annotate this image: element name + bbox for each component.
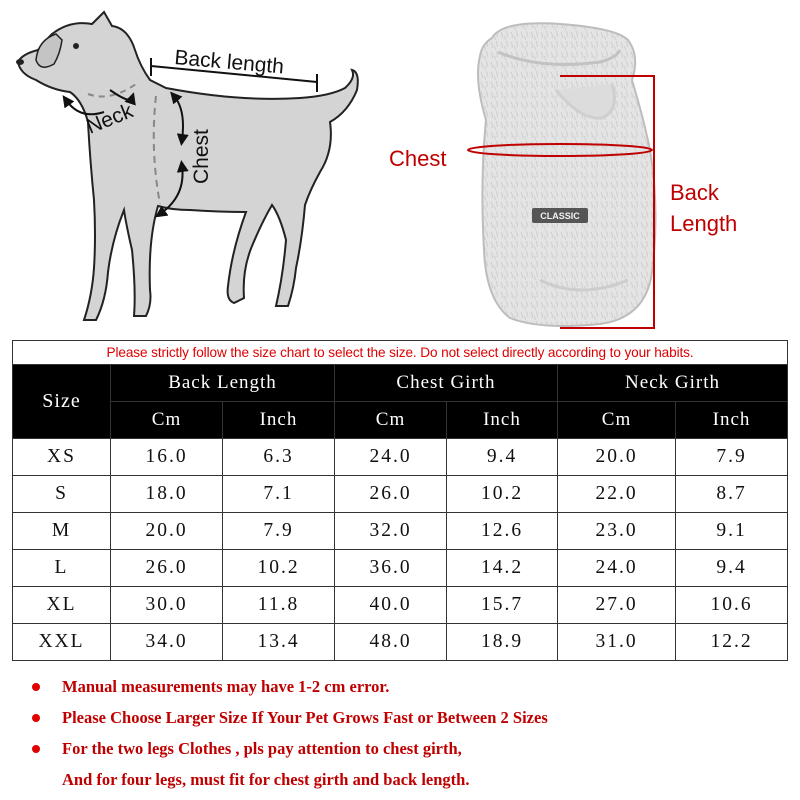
value-cell: 34.0: [111, 624, 223, 661]
size-column-header: Size: [13, 365, 111, 439]
value-cell: 24.0: [335, 439, 447, 476]
value-cell: 9.4: [447, 439, 558, 476]
value-cell: 18.0: [111, 476, 223, 513]
value-cell: 12.2: [676, 624, 788, 661]
table-row: [13, 439, 788, 476]
value-cell: 48.0: [335, 624, 447, 661]
table-row: [13, 550, 788, 587]
value-cell: 9.1: [676, 513, 788, 550]
bullet-icon: [32, 683, 40, 691]
bullet-icon: [32, 745, 40, 753]
vest-chest-label: Chest: [389, 146, 447, 171]
note-item: [32, 738, 792, 769]
size-cell: M: [13, 513, 111, 550]
classic-tag-text: CLASSIC: [540, 211, 580, 221]
value-cell: 22.0: [558, 476, 676, 513]
vest-back-length-label-line2: Length: [670, 211, 738, 236]
value-cell: 7.1: [223, 476, 335, 513]
note-continuation: [32, 769, 792, 799]
value-cell: 13.4: [223, 624, 335, 661]
value-cell: 11.8: [223, 587, 335, 624]
table-row: [13, 476, 788, 513]
value-cell: 36.0: [335, 550, 447, 587]
value-cell: 9.4: [676, 550, 788, 587]
back-length-header: Back Length: [111, 365, 335, 402]
size-chart-table: [12, 340, 788, 661]
value-cell: 10.6: [676, 587, 788, 624]
fleece-vest-image: [478, 23, 656, 326]
value-cell: 20.0: [111, 513, 223, 550]
chest-label: Chest: [190, 129, 213, 184]
value-cell: 10.2: [223, 550, 335, 587]
unit-header: Inch: [676, 402, 788, 439]
note-text: And for four legs, must fit for chest girth and back length.: [62, 770, 470, 789]
value-cell: 15.7: [447, 587, 558, 624]
value-cell: 23.0: [558, 513, 676, 550]
table-row: [13, 587, 788, 624]
value-cell: 20.0: [558, 439, 676, 476]
value-cell: 8.7: [676, 476, 788, 513]
note-text: Please Choose Larger Size If Your Pet Grows Fast or Between 2 Sizes: [62, 708, 548, 727]
value-cell: 7.9: [676, 439, 788, 476]
bullet-icon: [32, 714, 40, 722]
value-cell: 7.9: [223, 513, 335, 550]
value-cell: 24.0: [558, 550, 676, 587]
unit-header: Cm: [335, 402, 447, 439]
value-cell: 14.2: [447, 550, 558, 587]
illustrations: [0, 0, 800, 340]
value-cell: 31.0: [558, 624, 676, 661]
notes-list: [32, 676, 792, 799]
size-notice: Please strictly follow the size chart to select the size. Do not select directly according to your habits.: [13, 341, 788, 365]
value-cell: 26.0: [335, 476, 447, 513]
unit-header: Inch: [447, 402, 558, 439]
back-length-label: Back length: [173, 46, 285, 79]
neck-label: Neck: [83, 99, 137, 139]
note-item: [32, 676, 792, 707]
value-cell: 12.6: [447, 513, 558, 550]
unit-header: Cm: [111, 402, 223, 439]
note-item: [32, 707, 792, 738]
size-cell: XXL: [13, 624, 111, 661]
value-cell: 32.0: [335, 513, 447, 550]
value-cell: 40.0: [335, 587, 447, 624]
neck-girth-header: Neck Girth: [558, 365, 788, 402]
value-cell: 16.0: [111, 439, 223, 476]
chest-girth-header: Chest Girth: [335, 365, 558, 402]
value-cell: 26.0: [111, 550, 223, 587]
size-cell: L: [13, 550, 111, 587]
note-text: For the two legs Clothes , pls pay attention to chest girth,: [62, 739, 462, 758]
table-row: [13, 624, 788, 661]
unit-header: Cm: [558, 402, 676, 439]
value-cell: 10.2: [447, 476, 558, 513]
size-cell: XS: [13, 439, 111, 476]
table-row: [13, 513, 788, 550]
size-cell: S: [13, 476, 111, 513]
value-cell: 6.3: [223, 439, 335, 476]
vest-back-length-label-line1: Back: [670, 180, 719, 205]
unit-header: Inch: [223, 402, 335, 439]
size-cell: XL: [13, 587, 111, 624]
value-cell: 18.9: [447, 624, 558, 661]
value-cell: 27.0: [558, 587, 676, 624]
value-cell: 30.0: [111, 587, 223, 624]
measurement-diagrams: [0, 0, 800, 340]
note-text: Manual measurements may have 1-2 cm error.: [62, 677, 390, 696]
